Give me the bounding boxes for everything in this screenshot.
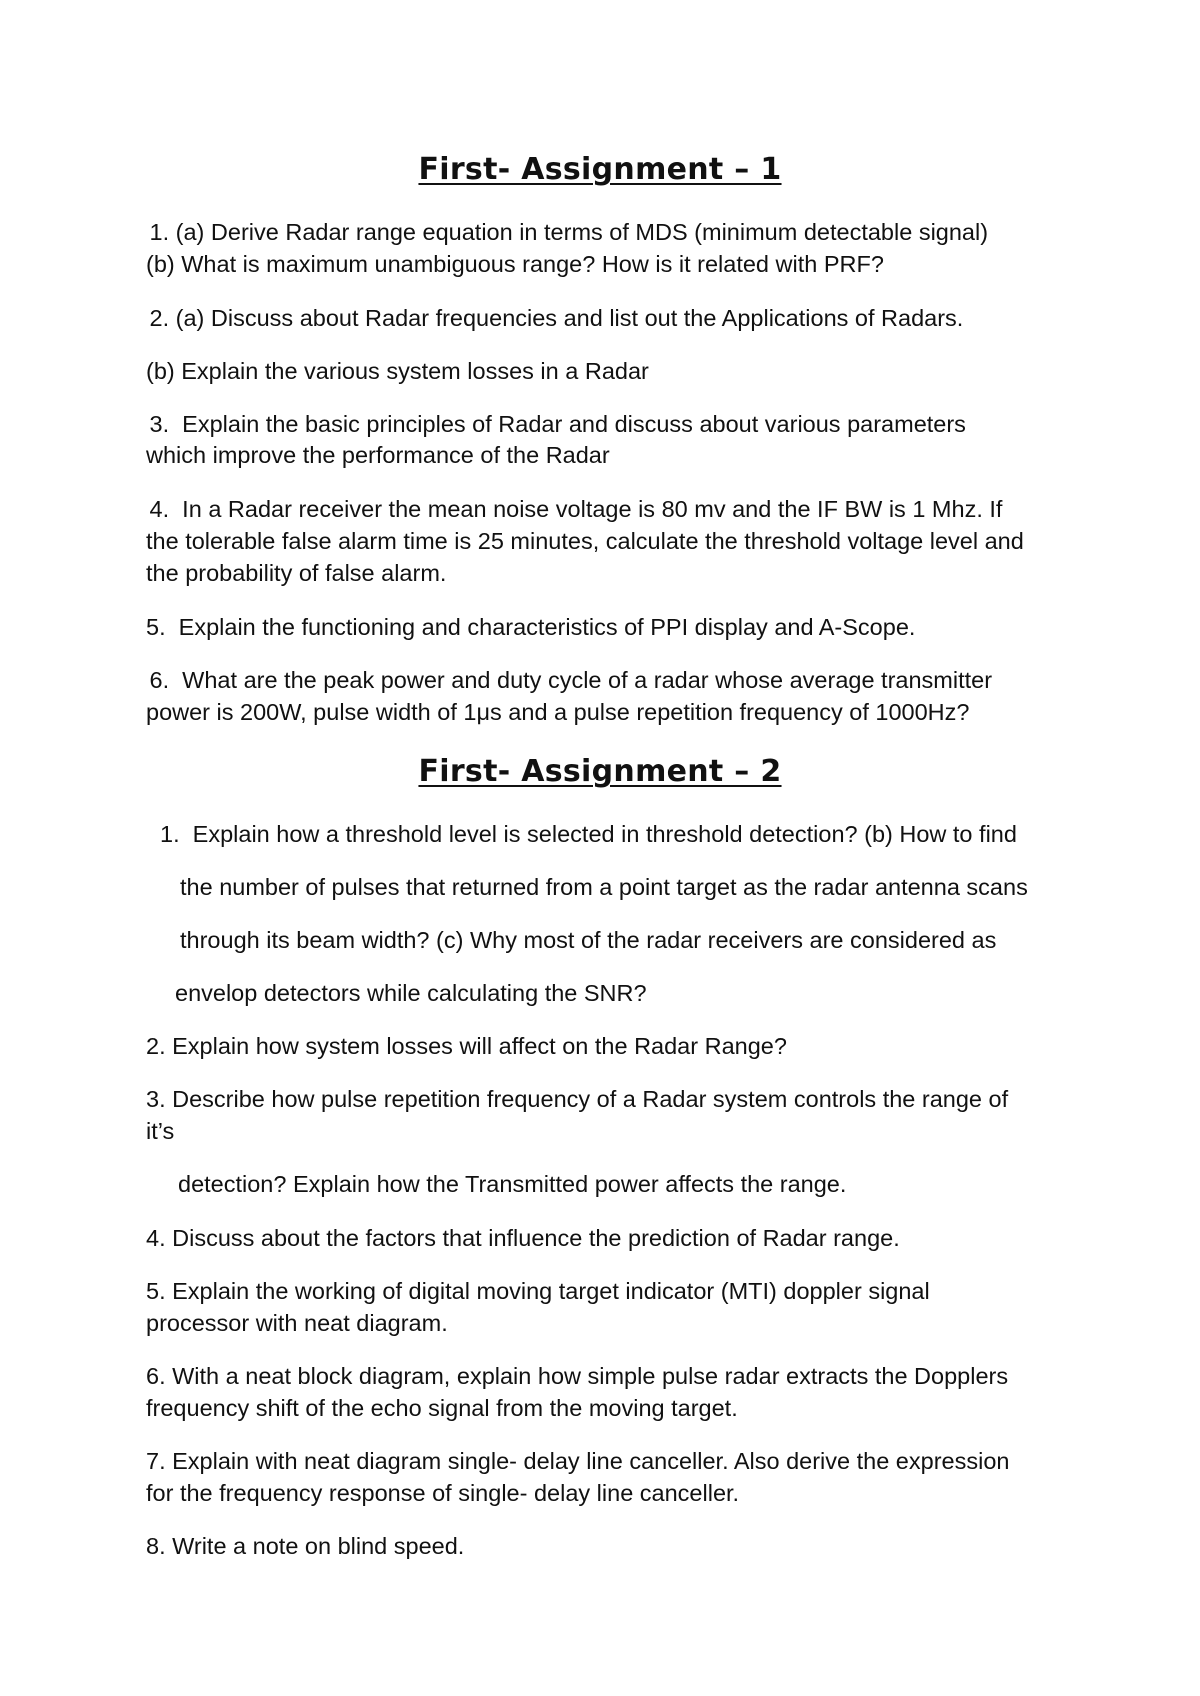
a1-q6-line-2: power is 200W, pulse width of 1μs and a pulse repetition frequency of 1000Hz? (146, 699, 970, 725)
a1-q6-line-1: 6. What are the peak power and duty cycle of a radar whose average transmitter (143, 667, 993, 693)
a1-q1-line-1: 1. (a) Derive Radar range equation in terms of MDS (minimum detectable signal) (143, 219, 989, 245)
a2-q8-line-1: 8. Write a note on blind speed. (146, 1533, 465, 1559)
a2-q2-line-1: 2. Explain how system losses will affect on the Radar Range? (146, 1033, 787, 1059)
a1-q4-line-1: 4. In a Radar receiver the mean noise voltage is 80 mv and the IF BW is 1 Mhz. If (143, 496, 1003, 522)
a1-q4-line-2: the tolerable false alarm time is 25 minutes, calculate the threshold voltage level and (146, 528, 1024, 554)
a2-q1-line-2: the number of pulses that returned from a point target as the radar antenna scans (180, 874, 1028, 900)
a2-q1-line-4: envelop detectors while calculating the SNR? (175, 980, 647, 1006)
a1-q4-line-3: the probability of false alarm. (146, 560, 447, 586)
a2-q3-line-1: 3. Describe how pulse repetition frequency of a Radar system controls the range of (146, 1086, 1009, 1112)
a2-q6-line-2: frequency shift of the echo signal from the moving target. (146, 1395, 738, 1421)
a1-q2-line-2: (b) Explain the various system losses in a Radar (146, 358, 649, 384)
a1-q3-line-1: 3. Explain the basic principles of Radar and discuss about various parameters (143, 411, 966, 437)
a2-q1-line-1: 1. Explain how a threshold level is selected in threshold detection? (b) How to find (160, 821, 1017, 847)
a1-q3-line-2: which improve the performance of the Radar (146, 442, 610, 468)
a2-q7-line-1: 7. Explain with neat diagram single- delay line canceller. Also derive the expression (146, 1448, 1010, 1474)
a2-q3-line-3: detection? Explain how the Transmitted power affects the range. (178, 1171, 847, 1197)
assignment-2-title: First- Assignment – 2 (418, 754, 782, 789)
a2-q6-line-1: 6. With a neat block diagram, explain how simple pulse radar extracts the Dopplers (146, 1363, 1009, 1389)
a2-q7-line-2: for the frequency response of single- delay line canceller. (146, 1480, 740, 1506)
a2-q5-line-2: processor with neat diagram. (146, 1310, 448, 1336)
a2-q3-line-2: it’s (146, 1118, 175, 1144)
a2-q1-line-3: through its beam width? (c) Why most of the radar receivers are considered as (180, 927, 997, 953)
a1-q5-line-1: 5. Explain the functioning and characteristics of PPI display and A-Scope. (146, 614, 916, 640)
a2-q4-line-1: 4. Discuss about the factors that influence the prediction of Radar range. (146, 1225, 900, 1251)
assignment-1-title: First- Assignment – 1 (418, 152, 782, 187)
a1-q2-line-1: 2. (a) Discuss about Radar frequencies and list out the Applications of Radars. (143, 305, 964, 331)
a1-q1-line-2: (b) What is maximum unambiguous range? How is it related with PRF? (146, 251, 884, 277)
a2-q5-line-1: 5. Explain the working of digital moving target indicator (MTI) doppler signal (146, 1278, 930, 1304)
